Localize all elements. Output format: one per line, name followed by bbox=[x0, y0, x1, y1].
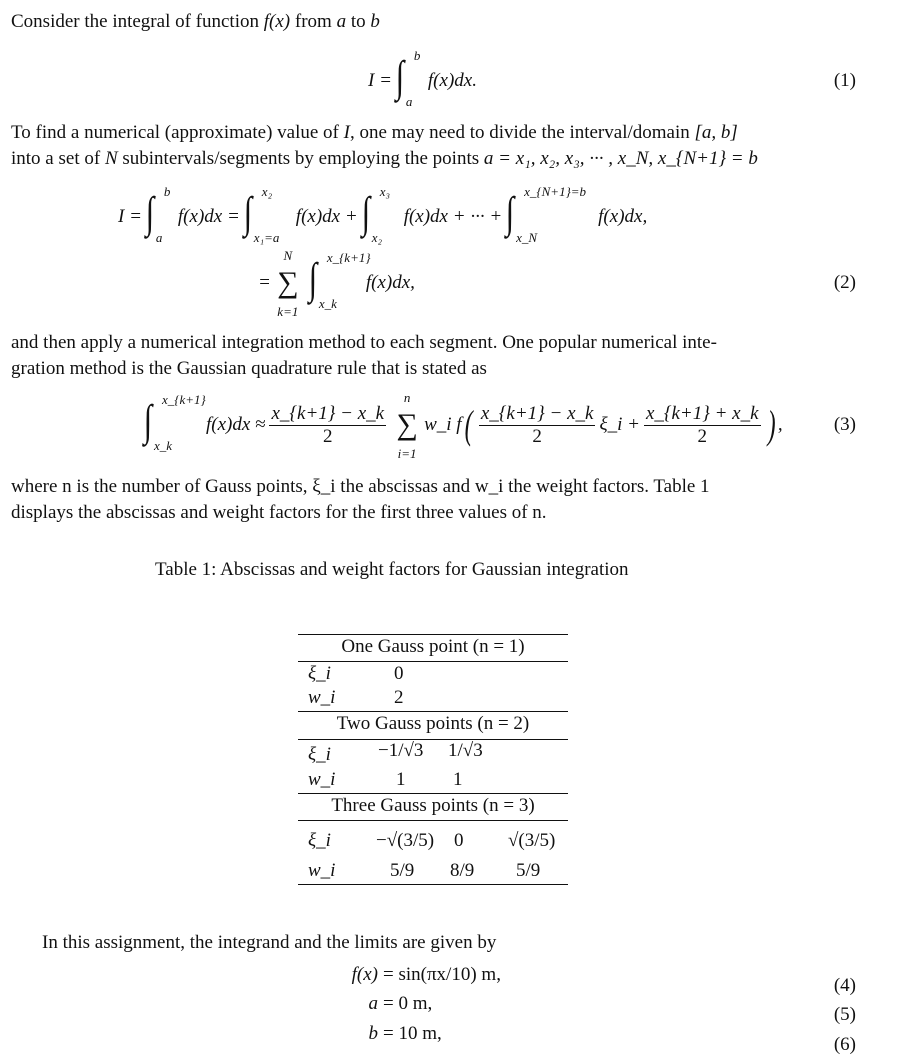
document-page: Consider the integral of function f(x) from a to b I = ∫ b a f(x)dx. (1) To find a numerical (approximate) value of I, one may need to divide the interval/domain [a, b] into a set of N subintervals/segments by employing the points a = x₁, x₂, x₃, ··· , x_N, x_{N+1} = b I = ∫ b a f(x)dx = ∫ x₂ x₁=a f(x)dx + ∫ x₃ x₂ f(x)dx + ··· + ∫ x_{N+1}=b x_N f(x)dx, = ∑ N k=1 ∫ x_{k+1} x_k f(x)dx, (2) and then apply a numerical integration method to each segment. One popular numerical inte- gration method is the Gaussian quadrature rule that is stated as ∫ x_{k+1} x_k f(x)dx ≈ $\frac{x\_\{k+1\} - x\_k}{2}$ ∑ n i=1 w_i f ( x_{k+1} − x_k 2 ξ_i + $\frac{x\_\{k+1\} + x\_k}{2}$ ) , (3) where n is the number of Gauss points, ξ_i the abscissas and w_i the weight factors. Table 1 displays the abscissas and weight factors for the first three values of n. Table 1: Abscissas and weight factors for Gaussian integration One Gauss point (n = 1) ξ_i 0 w_i 2 Two Gauss points (n = 2) ξ_i −1/√3 1/√3 w_i 1 1 Three Gauss points (n = 3) ξ_i −√(3/5) 0 √(3/5) w_i 5/9 8/9 5/9 In this assignment, the integrand and the limits are given by f(x) = sin(πx/10) m, (4) a = 0 m, (5) b = 10 m, (6) bbox=[0, 0, 900, 1062]
integral-sign: ∫ x₃ x₂ bbox=[361, 184, 390, 245]
paragraph-where: where n is the number of Gauss points, ξ_i the abscissas and w_i the weight factors. Table 1 displays the abscissas and weight factors for the first three values of n. bbox=[11, 476, 710, 523]
table-header-n3: Three Gauss points (n = 3) bbox=[331, 795, 535, 816]
integral-sign: ∫ x_{k+1} x_k bbox=[143, 392, 206, 453]
paragraph-subdivide: To find a numerical (approximate) value of I, one may need to divide the interval/domain [a, b] into a set of N subintervals/segments by employing the points a = x₁, x₂, x₃, ··· , x_N, x_{N+1} = b bbox=[11, 122, 758, 169]
equation-number: (3) bbox=[833, 414, 856, 435]
table-header-n2: Two Gauss points (n = 2) bbox=[336, 713, 530, 734]
summation-sign: ∑ n i=1 bbox=[396, 390, 418, 461]
integral-sign: ∫ x₂ x₁=a bbox=[243, 184, 280, 245]
table-header-n1: One Gauss point (n = 1) bbox=[341, 636, 525, 657]
paragraph-intro: Consider the integral of function f(x) from a to b bbox=[11, 11, 380, 32]
equation-2-line-2: = ∑ N k=1 ∫ x_{k+1} x_k f(x)dx, bbox=[258, 248, 415, 319]
equation-number: (2) bbox=[833, 272, 856, 293]
equation-1: I = ∫ b a f(x)dx. bbox=[368, 48, 477, 109]
equation-2-line-1: I = ∫ b a f(x)dx = ∫ x₂ x₁=a f(x)dx + ∫ x₃ x₂ f(x)dx + ··· + ∫ x_{N+1}=b x_N f(x)dx, bbox=[118, 184, 648, 245]
integral-sign: ∫ b a bbox=[395, 48, 421, 109]
table-caption: Table 1: Abscissas and weight factors for Gaussian integration bbox=[155, 559, 629, 580]
integral-sign: ∫ x_{k+1} x_k bbox=[308, 250, 371, 311]
equation-3: ∫ x_{k+1} x_k f(x)dx ≈ $\frac{x\_\{k+1\} - x\_k}{2}$ ∑ n i=1 w_i f ( x_{k+1} − x_k 2 ξ_i + $\frac{x\_\{k+1\} + x\_k}{2}$ ) , bbox=[143, 390, 783, 461]
equation-number: (1) bbox=[833, 70, 856, 91]
paragraph-method: and then apply a numerical integration method to each segment. One popular numerical inte- gration method is the Gaussian quadrature rule that is stated as bbox=[11, 332, 717, 379]
summation-sign: ∑ N k=1 bbox=[277, 248, 299, 319]
integral-sign: ∫ b a bbox=[145, 184, 171, 245]
paragraph-assignment: In this assignment, the integrand and the limits are given by bbox=[42, 932, 497, 953]
integral-sign: ∫ x_{N+1}=b x_N bbox=[505, 184, 587, 245]
